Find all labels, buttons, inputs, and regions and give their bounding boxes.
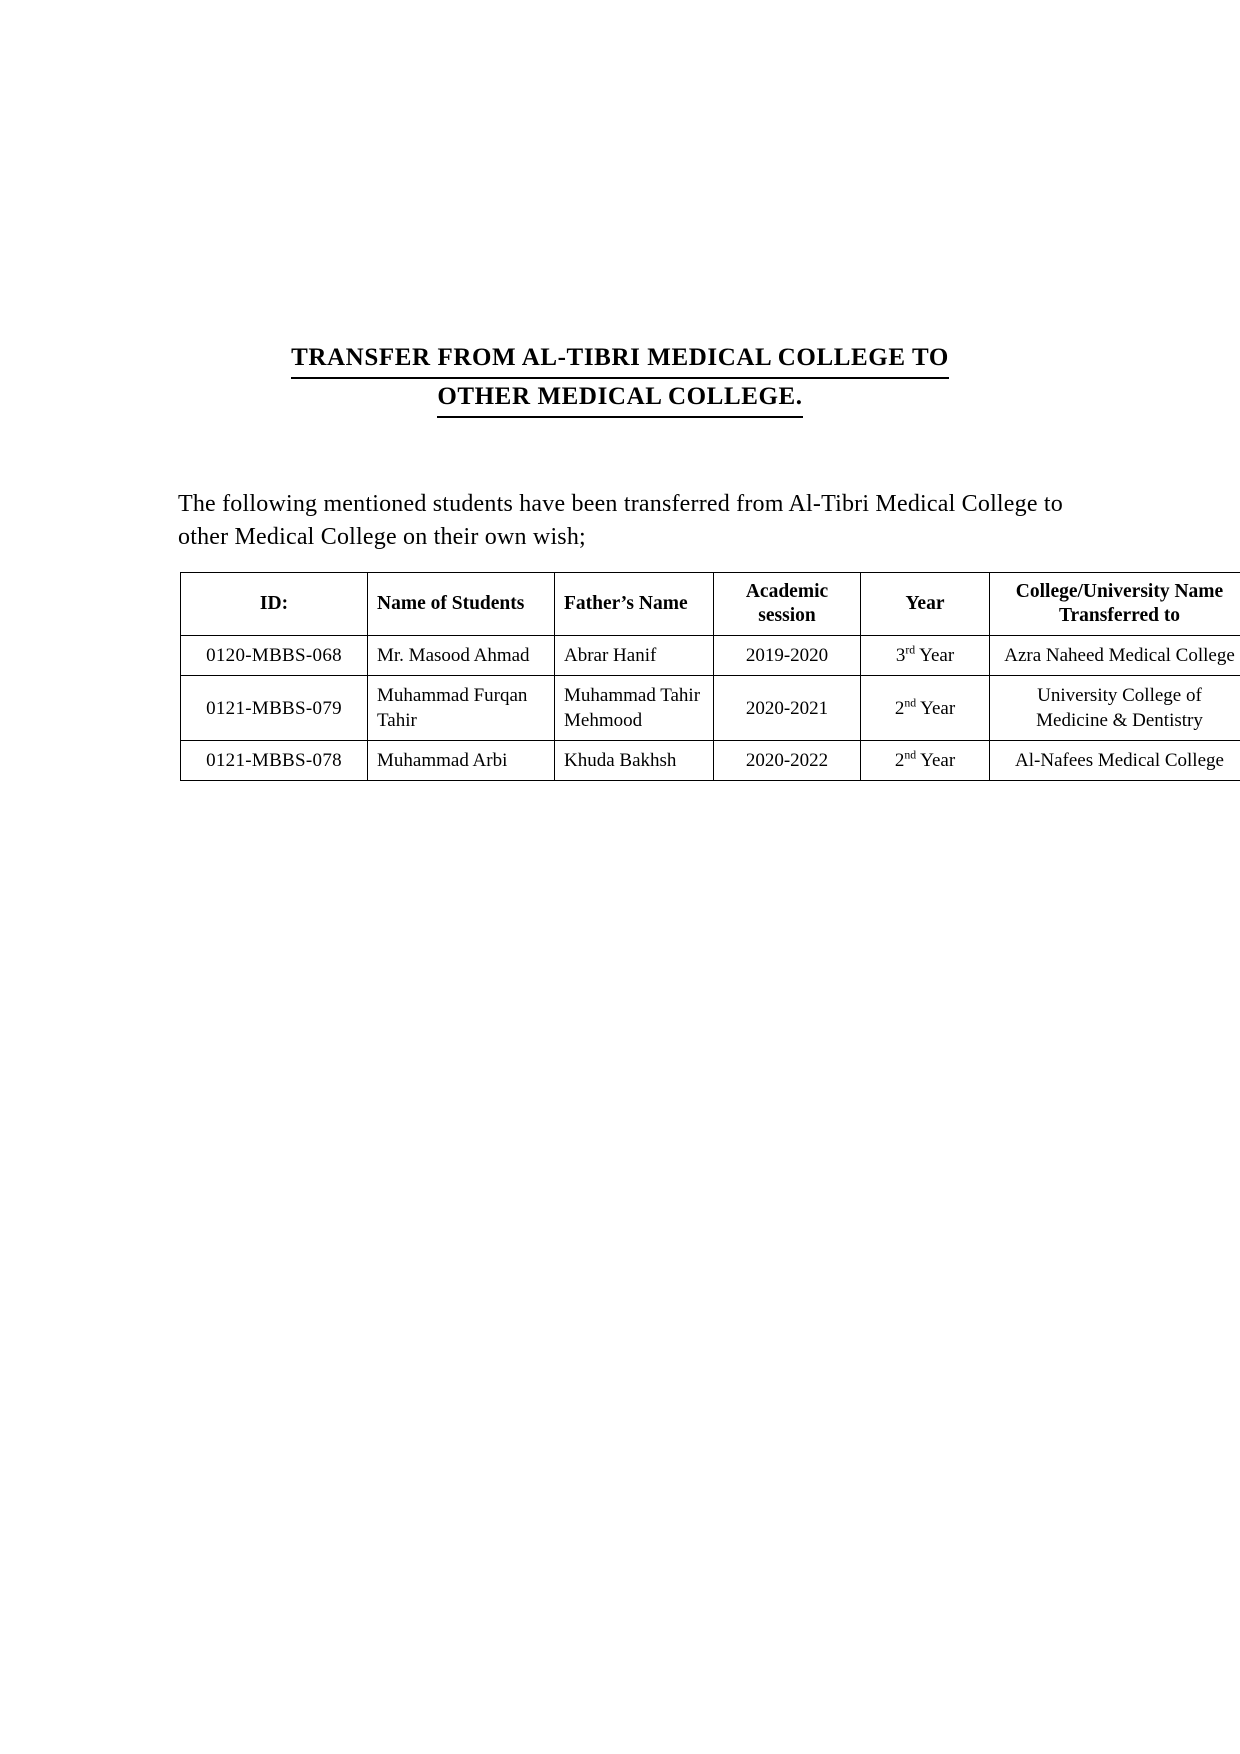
year-number: 2 <box>894 697 905 719</box>
column-header-college: College/University Name Transferred to <box>990 573 1240 636</box>
cell-college: University College of Medicine & Dentistry <box>990 676 1240 741</box>
year-ordinal-suffix: nd <box>904 748 917 762</box>
column-header-id: ID: <box>181 573 368 636</box>
table-row <box>181 676 1240 741</box>
cell-id: 0121-MBBS-078 <box>181 741 368 781</box>
cell-session: 2020-2022 <box>714 741 861 781</box>
cell-year <box>861 636 990 676</box>
cell-id: 0120-MBBS-068 <box>181 636 368 676</box>
year-number: 2 <box>894 750 905 771</box>
table-row <box>181 636 1240 676</box>
transfer-table <box>180 572 1240 781</box>
intro-paragraph: The following mentioned students have been transferred from Al-Tibri Medical College to other Medical College on their own wish; <box>178 491 1063 550</box>
table-body <box>181 636 1240 781</box>
cell-id: 0121-MBBS-079 <box>181 676 368 741</box>
year-word: Year <box>920 750 956 771</box>
year-ordinal-suffix: nd <box>904 696 917 710</box>
cell-father-name: Abrar Hanif <box>555 636 714 676</box>
cell-college: Al-Nafees Medical College <box>990 741 1240 781</box>
cell-father-name: Khuda Bakhsh <box>555 741 714 781</box>
year-word: Year <box>919 645 955 666</box>
cell-session: 2020-2021 <box>714 676 861 741</box>
year-ordinal-suffix: rd <box>905 643 916 657</box>
cell-year <box>861 741 990 781</box>
cell-year <box>861 676 990 741</box>
document-title <box>0 340 1240 418</box>
table-header-row <box>181 573 1240 636</box>
table-row <box>181 741 1240 781</box>
cell-student-name: Muhammad Furqan Tahir <box>368 676 555 741</box>
column-header-session: Academic session <box>714 573 861 636</box>
cell-student-name: Mr. Masood Ahmad <box>368 636 555 676</box>
table-header <box>181 573 1240 636</box>
cell-student-name: Muhammad Arbi <box>368 741 555 781</box>
column-header-year: Year <box>861 573 990 636</box>
year-word: Year <box>920 697 956 719</box>
year-number: 3 <box>895 645 906 666</box>
column-header-father-name: Father’s Name <box>555 573 714 636</box>
cell-session: 2019-2020 <box>714 636 861 676</box>
cell-college: Azra Naheed Medical College <box>990 636 1240 676</box>
column-header-student-name: Name of Students <box>368 573 555 636</box>
title-line-1: TRANSFER FROM AL-TIBRI MEDICAL COLLEGE TO <box>291 340 949 379</box>
cell-father-name: Muhammad Tahir Mehmood <box>555 676 714 741</box>
title-line-2: OTHER MEDICAL COLLEGE. <box>437 379 802 418</box>
